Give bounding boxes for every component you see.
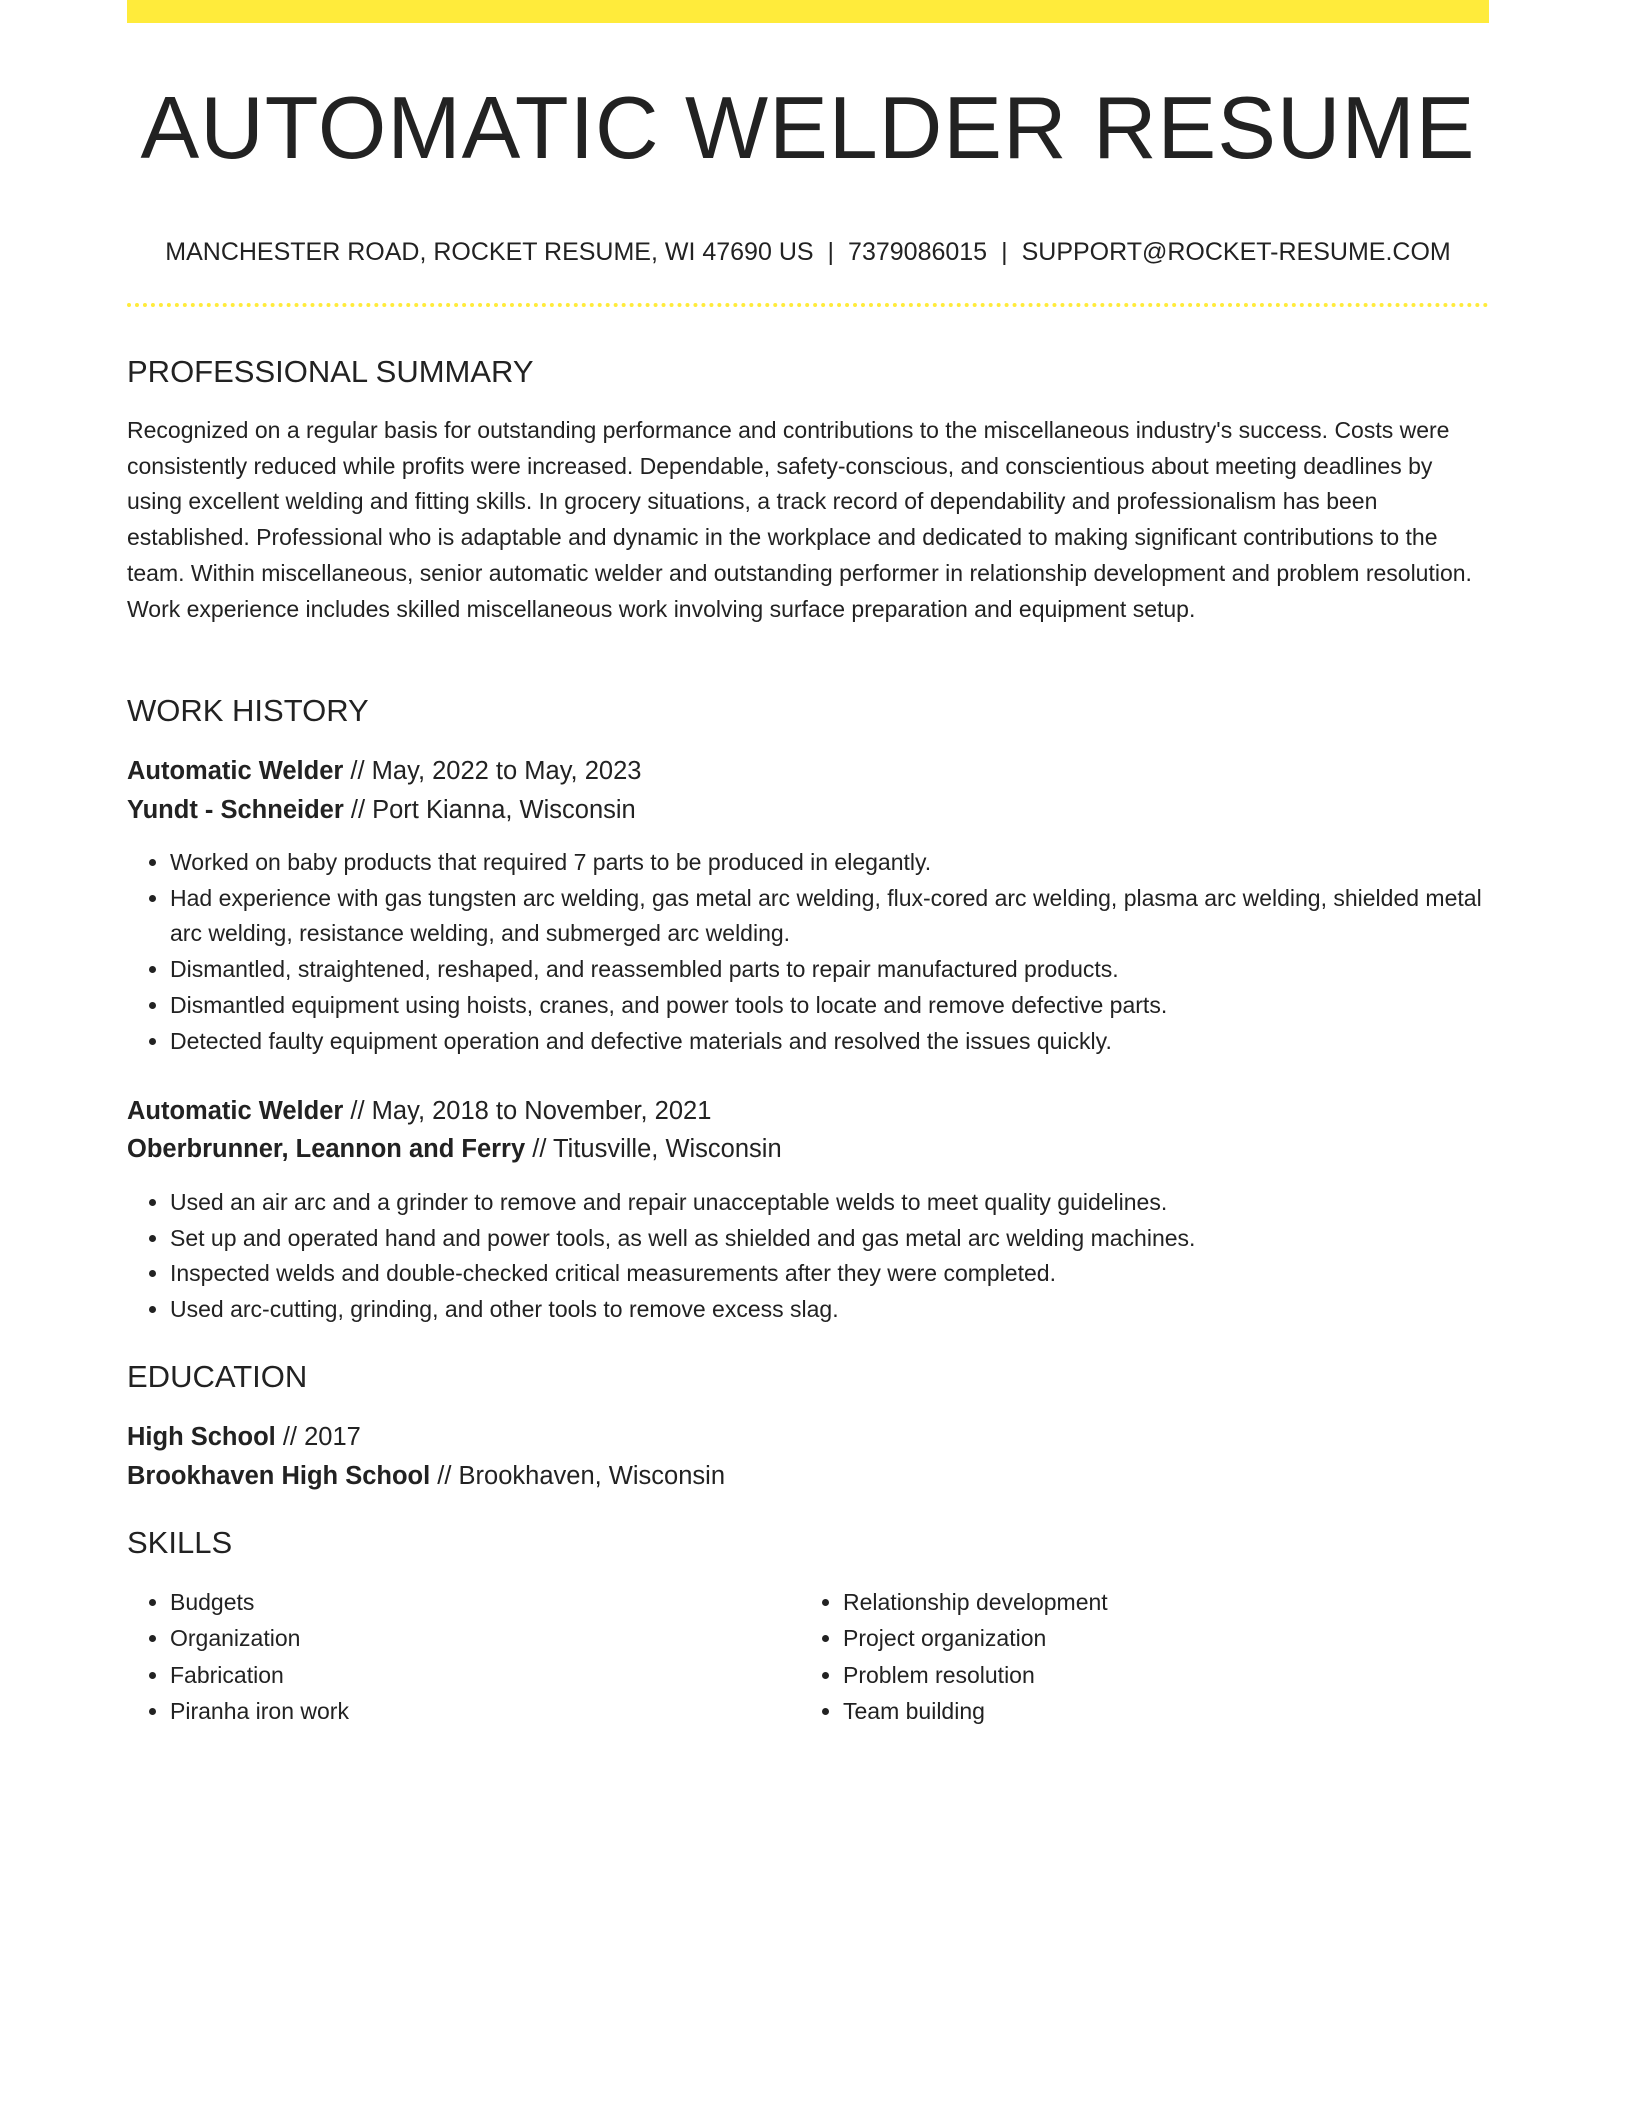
contact-separator: | xyxy=(827,238,835,266)
job-location: // Port Kianna, Wisconsin xyxy=(343,796,636,824)
job-1-company-line xyxy=(127,792,636,828)
skill-item: • Budgets xyxy=(170,1584,770,1620)
list-item: • Had experience with gas tungsten arc welding, gas metal arc welding, flux-cored arc welding, plasma arc welding, shielded metal arc welding, resistance welding, and submerged arc welding. xyxy=(170,881,1489,952)
list-item: • Dismantled equipment using hoists, cranes, and power tools to locate and remove defective parts. xyxy=(170,988,1489,1024)
skills-heading: SKILLS xyxy=(127,1525,233,1560)
skills-list-right xyxy=(800,1584,1443,1729)
education-school-line xyxy=(127,1458,725,1494)
job-2-title-line xyxy=(127,1093,711,1129)
education-year: // 2017 xyxy=(275,1423,361,1451)
job-company: Oberbrunner, Leannon and Ferry xyxy=(127,1135,526,1163)
list-item: • Used arc-cutting, grinding, and other tools to remove excess slag. xyxy=(170,1292,1489,1328)
summary-text: Recognized on a regular basis for outstanding performance and contributions to the miscellaneous industry's success. Costs were consistently reduced while profits were increased. Dependable, safety-conscious, and conscientious about meeting deadlines by using excellent welding and fitting skills. In grocery situations, a track record of dependability and professionalism has been established. Professional who is adaptable and dynamic in the workplace and dedicated to making significant contributions to the team. Within miscellaneous, senior automatic welder and outstanding performer in relationship development and problem resolution. Work experience includes skilled miscellaneous work involving surface preparation and equipment setup. xyxy=(127,417,1472,622)
skill-item: • Fabrication xyxy=(170,1657,770,1693)
skills-list-left xyxy=(127,1584,770,1729)
education-school: Brookhaven High School xyxy=(127,1462,431,1490)
skill-item: • Project organization xyxy=(843,1620,1443,1656)
list-item: • Detected faulty equipment operation and defective materials and resolved the issues quickly. xyxy=(170,1024,1489,1060)
job-1-bullets xyxy=(127,845,1489,1059)
skill-item: • Piranha iron work xyxy=(170,1693,770,1729)
work-history-heading: WORK HISTORY xyxy=(127,693,369,728)
skill-item: • Organization xyxy=(170,1620,770,1656)
job-1-title-line xyxy=(127,753,641,789)
contact-email: SUPPORT@ROCKET-RESUME.COM xyxy=(1021,238,1451,266)
job-title: Automatic Welder xyxy=(127,1097,344,1125)
job-2-bullets xyxy=(127,1185,1489,1328)
list-item: • Dismantled, straightened, reshaped, and reassembled parts to repair manufactured products. xyxy=(170,952,1489,988)
contact-separator: | xyxy=(1001,238,1008,266)
top-accent-bar xyxy=(127,0,1489,23)
job-title: Automatic Welder xyxy=(127,757,344,785)
resume-title: AUTOMATIC WELDER RESUME xyxy=(140,78,1476,177)
education-heading: EDUCATION xyxy=(127,1359,308,1394)
job-company: Yundt - Schneider xyxy=(127,796,344,824)
job-dates: // May, 2022 to May, 2023 xyxy=(343,757,642,785)
contact-address: MANCHESTER ROAD, ROCKET RESUME, WI 47690 US xyxy=(165,238,814,266)
skill-item: • Problem resolution xyxy=(843,1657,1443,1693)
skill-item: • Relationship development xyxy=(843,1584,1443,1620)
list-item: • Worked on baby products that required 7 parts to be produced in elegantly. xyxy=(170,845,1489,881)
job-location: // Titusville, Wisconsin xyxy=(525,1135,782,1163)
contact-line xyxy=(127,236,1489,268)
contact-phone: 7379086015 xyxy=(848,238,988,266)
header-divider xyxy=(127,303,1489,307)
list-item: • Used an air arc and a grinder to remove and repair unacceptable welds to meet quality guidelines. xyxy=(170,1185,1489,1221)
education-location: // Brookhaven, Wisconsin xyxy=(430,1462,725,1490)
job-dates: // May, 2018 to November, 2021 xyxy=(343,1097,712,1125)
education-degree-line xyxy=(127,1419,361,1455)
job-2-company-line xyxy=(127,1131,782,1167)
skill-item: • Team building xyxy=(843,1693,1443,1729)
list-item: • Inspected welds and double-checked critical measurements after they were completed. xyxy=(170,1256,1489,1292)
education-degree: High School xyxy=(127,1423,276,1451)
list-item: • Set up and operated hand and power tools, as well as shielded and gas metal arc welding machines. xyxy=(170,1221,1489,1257)
summary-heading: PROFESSIONAL SUMMARY xyxy=(127,354,534,389)
